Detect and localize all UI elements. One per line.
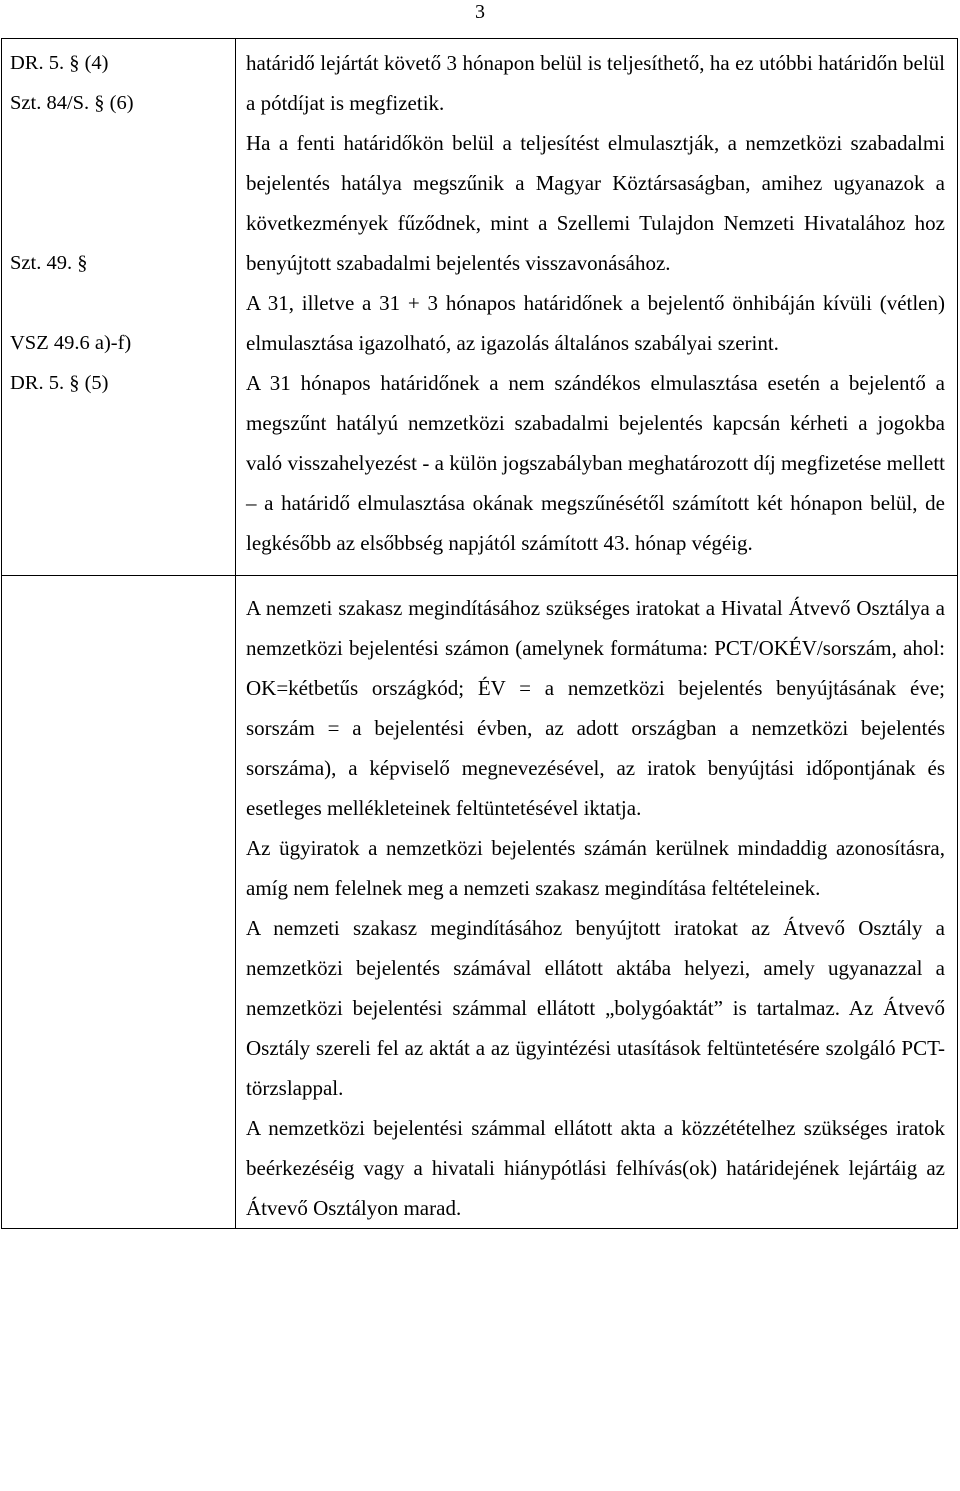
text-column — [236, 576, 958, 1229]
table-row — [2, 39, 958, 576]
reference-column — [2, 576, 236, 1229]
legal-reference: VSZ 49.6 a)-f) — [10, 332, 132, 354]
reference-column — [2, 39, 236, 576]
legal-reference: DR. 5. § (5) — [10, 372, 109, 394]
paragraph: A 31, illetve a 31 + 3 hónapos határidőnek a bejelentő önhibáján kívüli (vétlen) elmulasztása igazolható, az igazolás általános szabályai szerint. — [246, 291, 945, 355]
paragraph: A nemzeti szakasz megindításához benyújtott iratokat az Átvevő Osztály a nemzetközi bejelentés számával ellátott aktába helyezi, amely ugyanazzal a nemzetközi bejelentési számmal ellátott „bolygóaktát” is tartalmaz. Az Átvevő Osztály szereli fel az aktát a az ügyintézési utasítások feltüntetésére szolgáló PCT-törzslappal. — [246, 916, 945, 1100]
paragraph: Ha a fenti határidőkön belül a teljesítést elmulasztják, a nemzetközi szabadalmi bejelentés hatálya megszűnik a Magyar Köztársaságban, amihez ugyanazok a következmények fűződnek, mint a Szellemi Tulajdon Nemzeti Hivatalához hoz benyújtott szabadalmi bejelentés visszavonásához. — [246, 131, 945, 275]
legal-reference: Szt. 84/S. § (6) — [10, 92, 134, 114]
paragraph: A nemzetközi bejelentési számmal ellátott akta a közzétételhez szükséges iratok beérkezéséig vagy a hivatali hiánypótlási felhívás(ok) határidejének lejártáig az Átvevő Osztályon marad. — [246, 1116, 945, 1220]
legal-reference: DR. 5. § (4) — [10, 52, 109, 74]
table-row — [2, 576, 958, 1229]
paragraph: A 31 hónapos határidőnek a nem szándékos elmulasztása esetén a bejelentő a megszűnt hatályú nemzetközi szabadalmi bejelentés kapcsán kérheti a jogokba való visszahelyezést - a külön jogszabályban meghatározott díj megfizetése mellett – a határidő elmulasztása okának megszűnésétől számított két hónapon belül, de legkésőbb az elsőbbség napjától számított 43. hónap végéig. — [246, 371, 945, 555]
paragraph: A nemzeti szakasz megindításához szükséges iratokat a Hivatal Átvevő Osztálya a nemzetközi bejelentési számon (amelynek formátuma: PCT/OKÉV/sorszám, ahol: OK=kétbetűs országkód; ÉV = a nemzetközi bejelentés benyújtásának éve; sorszám = a bejelentési évben, az adott országban a nemzetközi bejelentés sorszáma), a képviselő megnevezésével, az iratok benyújtási időpontjának és esetleges mellékleteinek feltüntetésével iktatja. — [246, 596, 945, 820]
text-column — [236, 39, 958, 576]
document-table — [1, 38, 958, 1229]
paragraph: Az ügyiratok a nemzetközi bejelentés számán kerülnek mindaddig azonosításra, amíg nem felelnek meg a nemzeti szakasz megindítása feltételeinek. — [246, 836, 945, 900]
legal-reference: Szt. 49. § — [10, 252, 88, 274]
page-number: 3 — [475, 1, 485, 23]
paragraph: határidő lejártát követő 3 hónapon belül is teljesíthető, ha ez utóbbi határidőn belül a pótdíjat is megfizetik. — [246, 51, 945, 115]
